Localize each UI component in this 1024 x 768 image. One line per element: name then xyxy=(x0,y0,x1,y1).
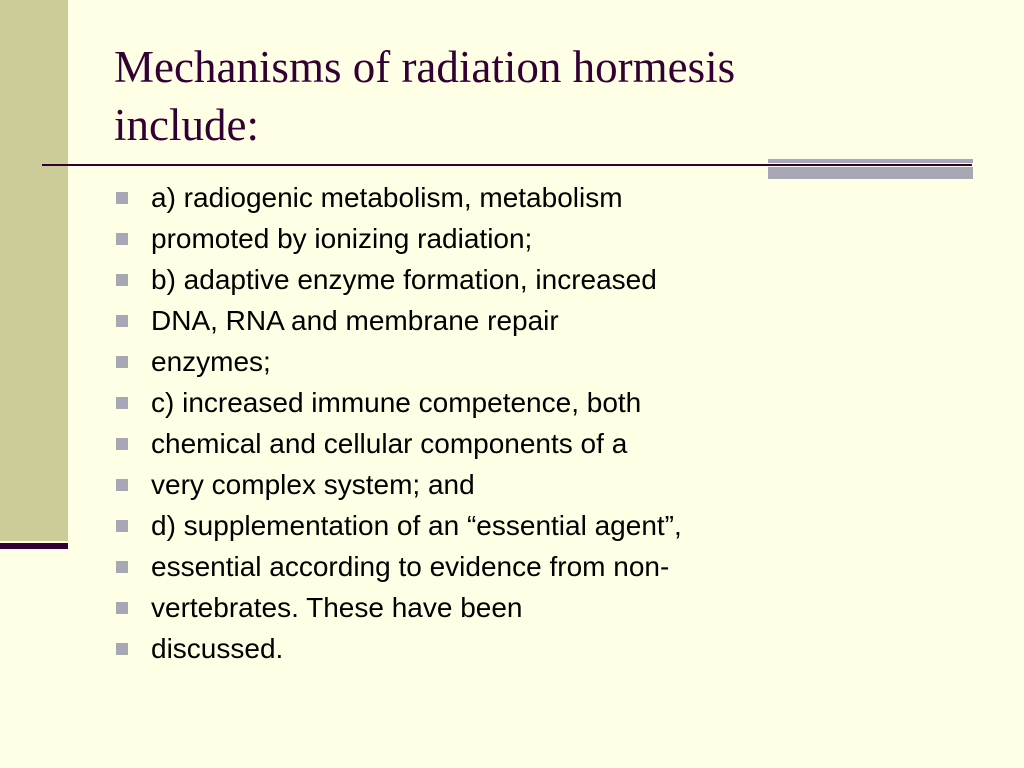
bullet-item xyxy=(116,382,976,423)
square-bullet-icon xyxy=(116,438,128,450)
slide-title xyxy=(114,38,954,154)
bullet-item xyxy=(116,259,976,300)
bullet-item xyxy=(116,587,976,628)
title-divider-accent-top xyxy=(768,159,973,163)
side-band-decoration xyxy=(0,0,68,541)
square-bullet-icon xyxy=(116,397,128,409)
square-bullet-icon xyxy=(116,274,128,286)
bullet-item xyxy=(116,628,976,669)
slide-title-line-1: Mechanisms of radiation hormesis xyxy=(114,42,736,92)
bullet-text: d) supplementation of an “essential agent”, xyxy=(151,510,682,541)
bullet-text: chemical and cellular components of a xyxy=(151,428,628,459)
bullet-text: enzymes; xyxy=(151,346,271,377)
bullet-item xyxy=(116,341,976,382)
bullet-item xyxy=(116,300,976,341)
square-bullet-icon xyxy=(116,192,128,204)
bullet-text: essential according to evidence from non- xyxy=(151,551,670,582)
square-bullet-icon xyxy=(116,602,128,614)
bullet-text: c) increased immune competence, both xyxy=(151,387,642,418)
bullet-item xyxy=(116,505,976,546)
square-bullet-icon xyxy=(116,643,128,655)
bullet-item xyxy=(116,423,976,464)
bullet-text: very complex system; and xyxy=(151,469,475,500)
bullet-item xyxy=(116,177,976,218)
square-bullet-icon xyxy=(116,233,128,245)
bullet-item xyxy=(116,546,976,587)
square-bullet-icon xyxy=(116,561,128,573)
bullet-text: a) radiogenic metabolism, metabolism xyxy=(151,182,623,213)
square-bullet-icon xyxy=(116,479,128,491)
title-divider xyxy=(42,164,972,166)
bullet-text: discussed. xyxy=(151,633,284,664)
bullet-text: promoted by ionizing radiation; xyxy=(151,223,533,254)
bullet-text: vertebrates. These have been xyxy=(151,592,523,623)
bullet-list xyxy=(116,177,976,669)
slide-title-line-2: include: xyxy=(114,100,259,150)
square-bullet-icon xyxy=(116,356,128,368)
square-bullet-icon xyxy=(116,315,128,327)
bullet-text: DNA, RNA and membrane repair xyxy=(151,305,559,336)
bullet-item xyxy=(116,218,976,259)
side-accent-bar xyxy=(0,543,68,549)
square-bullet-icon xyxy=(116,520,128,532)
bullet-text: b) adaptive enzyme formation, increased xyxy=(151,264,657,295)
bullet-item xyxy=(116,464,976,505)
